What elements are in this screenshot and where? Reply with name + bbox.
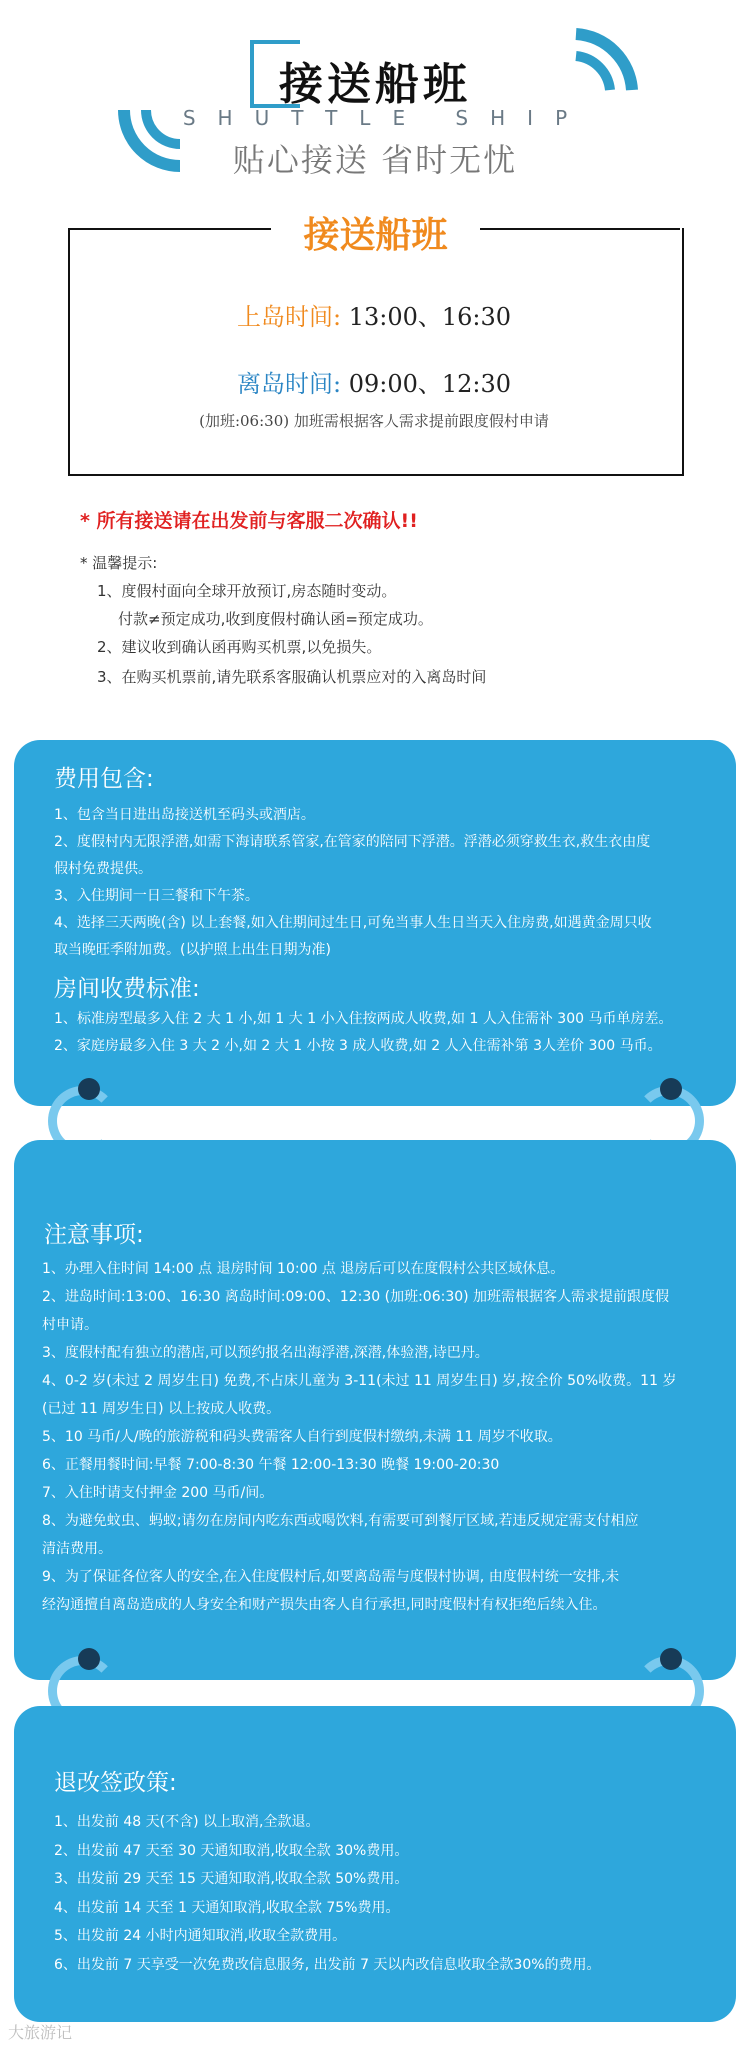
notes-list <box>42 1255 728 1619</box>
list-item: 4、0-2 岁(未过 2 周岁生日) 免费,不占床儿童为 3-11(未过 11 周岁生日) 岁,按全价 50%收费。11 岁 <box>42 1373 677 1389</box>
boarding-times: 13:00、16:30 <box>348 303 512 331</box>
extra-shuttle-note: (加班:06:30) 加班需根据客人需求提前跟度假村申请 <box>199 412 549 430</box>
refund-heading: 退改签政策: <box>54 1770 177 1796</box>
notes-card <box>14 1140 736 1680</box>
list-item: 1、包含当日进出岛接送机至码头或酒店。 <box>54 807 315 823</box>
list-item: 2、度假村内无限浮潜,如需下海请联系管家,在管家的陪同下浮潜。浮潜必须穿救生衣,救生衣由度 <box>54 834 651 850</box>
schedule-box-border-left <box>68 228 271 230</box>
fees-card <box>14 740 736 1106</box>
list-item: 2、出发前 47 天至 30 天通知取消,收取全款 30%费用。 <box>54 1842 409 1859</box>
list-item: 6、出发前 7 天享受一次免费改信息服务, 出发前 7 天以内改信息收取全款30%的费用。 <box>54 1956 601 1973</box>
page-subtitle: SHUTTLE SHIP <box>182 106 590 130</box>
notes-heading: 注意事项: <box>44 1222 144 1248</box>
list-item: 1、办理入住时间 14:00 点 退房时间 10:00 点 退房后可以在度假村公共区域休息。 <box>42 1261 565 1277</box>
ring-hole <box>660 1648 682 1670</box>
list-item: 8、为避免蚊虫、蚂蚁;请勿在房间内吃东西或喝饮料,有需要可到餐厅区域,若违反规定需支付相应 <box>42 1513 639 1529</box>
list-item: (已过 11 周岁生日) 以上按成人收费。 <box>42 1401 281 1417</box>
list-item: 4、出发前 14 天至 1 天通知取消,收取全款 75%费用。 <box>54 1899 400 1916</box>
fees-heading: 费用包含: <box>54 766 154 792</box>
schedule-box-border-right <box>480 228 680 230</box>
leaving-time-row <box>68 364 680 399</box>
ring-hole <box>660 1078 682 1100</box>
list-item: 9、为了保证各位客人的安全,在入住度假村后,如要离岛需与度假村协调, 由度假村统一安排,未 <box>42 1569 620 1585</box>
tip-item: 3、在购买机票前,请先联系客服确认机票应对的入离岛时间 <box>97 668 487 686</box>
list-item: 清洁费用。 <box>42 1541 112 1557</box>
ring-hole <box>78 1648 100 1670</box>
list-item: 村申请。 <box>42 1317 98 1333</box>
tip-item: 2、建议收到确认函再购买机票,以免损失。 <box>97 638 382 656</box>
fees-list <box>54 802 724 964</box>
schedule-box <box>68 228 684 476</box>
list-item: 6、正餐用餐时间:早餐 7:00-8:30 午餐 12:00-13:30 晚餐 19:00-20:30 <box>42 1457 500 1473</box>
list-item: 2、进岛时间:13:00、16:30 离岛时间:09:00、12:30 (加班:06:30) 加班需根据客人需求提前跟度假 <box>42 1289 670 1305</box>
room-fee-list <box>54 1006 724 1060</box>
list-item: 3、出发前 29 天至 15 天通知取消,收取全款 50%费用。 <box>54 1871 409 1887</box>
list-item: 4、选择三天两晚(含) 以上套餐,如入住期间过生日,可免当事人生日当天入住房费,如遇黄金周只收 <box>54 915 652 931</box>
watermark: 大旅游记 <box>8 2023 73 2042</box>
boarding-time-row <box>68 297 680 332</box>
list-item: 1、标准房型最多入住 2 大 1 小,如 1 大 1 小入住按两成人收费,如 1 人入住需补 300 马币单房差。 <box>54 1011 673 1027</box>
tip-item: 付款≠预定成功,收到度假村确认函=预定成功。 <box>118 610 433 628</box>
list-item: 2、家庭房最多入住 3 大 2 小,如 2 大 1 小按 3 成人收费,如 2 人入住需补第 3人差价 300 马币。 <box>54 1038 662 1054</box>
leaving-times: 09:00、12:30 <box>348 370 512 398</box>
page-slogan: 贴心接送 省时无忧 <box>232 141 518 179</box>
list-item: 经沟通擅自离岛造成的人身安全和财产损失由客人自行承担,同时度假村有权拒绝后续入住。 <box>42 1597 607 1613</box>
list-item: 7、入住时请支付押金 200 马币/间。 <box>42 1485 274 1501</box>
ring-hole <box>78 1078 100 1100</box>
page-title: 接送船班 <box>279 59 471 110</box>
room-fee-heading: 房间收费标准: <box>54 976 200 1002</box>
list-item: 假村免费提供。 <box>54 861 152 877</box>
leaving-label: 离岛时间: <box>236 370 342 398</box>
refund-card <box>14 1706 736 2022</box>
schedule-box-title: 接送船班 <box>303 215 448 256</box>
tips-title: * 温馨提示: <box>80 554 158 572</box>
list-item: 5、出发前 24 小时内通知取消,收取全款费用。 <box>54 1928 347 1944</box>
list-item: 3、度假村配有独立的潜店,可以预约报名出海浮潜,深潜,体验潜,诗巴丹。 <box>42 1345 489 1361</box>
confirmation-warning: * 所有接送请在出发前与客服二次确认!! <box>80 510 418 532</box>
list-item: 5、10 马币/人/晚的旅游税和码头费需客人自行到度假村缴纳,未满 11 周岁不收取。 <box>42 1429 562 1445</box>
tip-item: 1、度假村面向全球开放预订,房态随时变动。 <box>97 582 397 600</box>
list-item: 1、出发前 48 天(不含) 以上取消,全款退。 <box>54 1814 320 1830</box>
boarding-label: 上岛时间: <box>236 303 342 331</box>
list-item: 取当晚旺季附加费。(以护照上出生日期为准) <box>54 942 331 958</box>
list-item: 3、入住期间一日三餐和下午茶。 <box>54 888 259 904</box>
refund-list <box>54 1808 724 1979</box>
